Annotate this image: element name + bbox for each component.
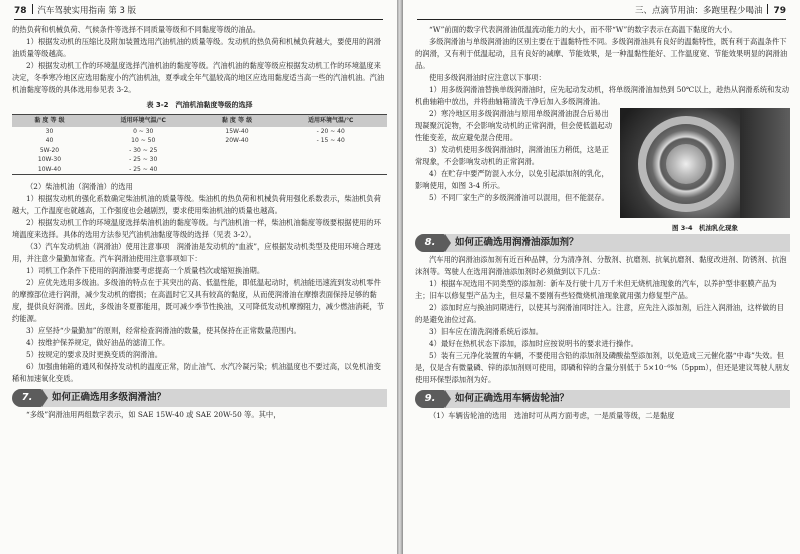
left-page [0, 0, 397, 554]
paragraph: 1）用多级润滑油替换单级润滑油时，应先起动发动机，将单级润滑油加热到 50℃以上，趁热从润滑系统和发动机曲轴箱中放出，并将曲轴箱清洗干净后加入多级润滑油。 [415, 85, 790, 106]
section-title: 如何正确选用多级润滑油？ [52, 392, 167, 404]
table-cell [274, 146, 387, 155]
oil-emulsification-photo [620, 108, 790, 218]
paragraph: 汽车用的润滑油添加剂有近百种品牌，分为清净剂、分散剂、抗磨剂、抗氧抗磨剂、黏度改进剂、防锈剂、抗泡沫剂等。驾驶人在选用润滑油添加剂时必须做到以下几点： [415, 255, 787, 276]
left-page-header [14, 4, 383, 20]
paragraph: 多级润滑油与单级润滑油的区别主要在于温黏特性不同。多级润滑油具有良好的温黏特性，既有利于高温条件下的润滑，又有利于低温起动，且有良好的减摩、节能效果，是一种温黏性能好、工作温度宽、节能效果明显的润滑油品。 [415, 37, 788, 70]
table-cell: - 30 ~ 25 [129, 146, 158, 154]
table-cell: 30 [45, 128, 54, 135]
paragraph: （1）车辆齿轮油的选用 选油时可从两方面考虑，一是质量等级，二是黏度 [429, 411, 675, 420]
right-page-number: 79 [773, 6, 786, 16]
section-title: 如何正确选用车辆齿轮油？ [455, 393, 570, 404]
table-cell: 10W-40 [12, 165, 87, 175]
paragraph: 1）根据发动机的压缩比及附加装置选用汽油机油的质量等级。发动机的热负荷和机械负荷越大，要使用的润滑油质量等级越高。 [12, 37, 381, 58]
section-number-badge: 7. [12, 389, 42, 407]
paragraph: 2）根据发动机工作的环境温度选择柴油机油的黏度等级。与汽油机油一样，柴油机油黏度等级要根据使用的环境温度来选择。具体的选用方法参见汽油机油黏度等级的选择（见表 3-2）。 [12, 218, 381, 240]
table-header: 黏 度 等 级 [12, 115, 87, 128]
paragraph: （3）汽车发动机油（润滑油）使用注意事项 润滑油是发动机的“血液”，应根据发动机类型及使用环境合理选用，并注意少量勤加常查。汽车润滑油使用注意事项如下： [12, 242, 382, 264]
viscosity-table [12, 114, 387, 175]
paragraph: “多级”润滑油用两组数字表示，如 SAE 15W-40 或 SAE 20W-50 等。其中， [26, 410, 281, 420]
paragraph: 2）寒冷地区用多级润滑油与原用单级润滑油混合后易出现凝聚沉淀物，不会影响发动机的正常润滑，但会使低温起动性能变差，故应避免混合使用。 [415, 109, 613, 142]
table-cell: 40 [45, 137, 54, 145]
paragraph: 使用多级润滑油时应注意以下事项： [429, 73, 546, 82]
paragraph: 1）根据车况选用不同类型的添加剂：新车及行驶十几万千米但无烧机油现象的汽车，以养护型非驱膜产品为主；旧车以修复型产品为主，但尽量不要刚有些轻微烧机油现象就用强力修复型产品。 [415, 279, 777, 300]
paragraph: 2）添加时应与换油同期进行，以使其与润滑油同时注入。注意，应先注入添加剂，后注入润滑油，这样做的目的是避免油位过高。 [415, 303, 784, 324]
right-page [403, 0, 800, 554]
paragraph: 3）旧车应在清洗润滑系统后添加。 [429, 327, 544, 336]
paragraph: 2）根据发动机工作的环境温度选择汽油机油的黏度等级。汽油机油的黏度等级应根据发动机工作的环境温度来决定，冬季寒冷地区应选用黏度小的汽油机油，夏季或全年气温较高的地区应选用黏度适当高一些的汽油机油。汽油机油黏度等级的具体选用参见表 3-2。 [12, 61, 385, 94]
section-title: 如何正确选用润滑油添加剂？ [455, 237, 579, 248]
table-row [12, 127, 387, 136]
right-page-header [417, 4, 786, 20]
paragraph: 1）根据发动机的强化系数确定柴油机油的质量等级。柴油机的热负荷和机械负荷用强化系数表示，柴油机负荷越大，工作温度也就越高，工作强度也会越剧烈，要求使用柴油机油的质量也越高。 [12, 194, 381, 216]
table-row [12, 155, 387, 164]
paragraph: 5）装有三元净化装置的车辆，不要使用含铅的添加剂及磷酸盐型添加剂，以免造成三元催化器“中毒”失效。但是，仅是含有微量磷、锌的添加剂则可使用，即磷和锌的含量分别低于 5×10⁻⁶%（5ppm），但还是建议驾驶人朋友使用环保型添加剂为好。 [415, 351, 790, 384]
paragraph: 4）在贮存中要严防混入水分，以免引起添加剂的乳化，影响使用，如图 3-4 所示。 [415, 169, 609, 190]
table-cell: - 25 ~ 30 [129, 156, 158, 164]
table-row [12, 136, 387, 145]
paragraph: 4）最好在热机状态下添加，添加时应按说明书的要求进行操作。 [429, 339, 638, 348]
table-cell [199, 155, 274, 164]
table-row [12, 165, 387, 175]
section-number-badge: 9. [415, 390, 445, 408]
table-cell: 15W-40 [225, 128, 249, 135]
section-heading-8 [421, 234, 790, 252]
table-cell: 20W-40 [225, 137, 249, 145]
paragraph: （2）柴油机油（润滑油）的选用 [26, 182, 133, 192]
section-heading-9 [421, 390, 790, 408]
left-page-number: 78 [14, 6, 27, 16]
table-cell: - 25 ~ 40 [87, 165, 200, 175]
table-cell: 5W-20 [39, 146, 60, 154]
left-page-body [12, 24, 387, 421]
table-cell [274, 155, 387, 164]
paragraph: 2）应优先选用多级油。多级油的特点在于其突出的高、低温性能，即低温起动时，机油能迅速流到发动机零件的摩擦部位进行润滑，减少发动机的磨损；在高温时它又具有较高的黏度，从而使润滑油在摩擦表面保持足够的黏度，提供良好润滑。因此，多级油冬夏都能用，既可减少季节性换油，又可降低发动机摩擦阻力，减少燃油消耗，节约能源。 [12, 278, 385, 324]
table-cell: - 20 ~ 40 [316, 128, 345, 135]
table-header: 适用环境气温/℃ [274, 115, 387, 128]
table-header: 适用环境气温/℃ [87, 115, 200, 128]
table-row [12, 146, 387, 155]
right-page-body [415, 24, 790, 422]
table-cell [199, 146, 274, 155]
book-title: 汽车驾驶实用指南 [37, 6, 106, 16]
table-cell [199, 165, 274, 175]
paragraph: 的热负荷和机械负荷、气候条件等选择不同质量等级和不同黏度等级的油品。 [12, 25, 261, 34]
table-header: 黏 度 等 级 [199, 115, 274, 128]
paragraph: 5）按规定的要求及时更换变质的润滑油。 [26, 350, 162, 360]
table-cell: 10W-30 [37, 156, 62, 164]
book-edition: 第 3 版 [108, 6, 137, 16]
chapter-title: 三、点滴节用油：多跑里程少喝油 [634, 6, 763, 16]
table-cell: - 15 ~ 40 [316, 137, 345, 145]
paragraph: 4）按维护保养规定，做好油品的滤清工作。 [26, 338, 170, 348]
paragraph: 6）加强曲轴箱的通风和保持发动机的温度正常，防止油气、水汽冷凝污染；机油温度也不要过高，以免机油变稀和加速氧化变质。 [12, 362, 381, 384]
figure-caption: 图 3-4 机油乳化现象 [671, 224, 738, 232]
table-cell [274, 165, 387, 175]
table-caption: 表 3-2 汽油机油黏度等级的选择 [146, 101, 253, 109]
table-cell: 0 ~ 30 [133, 128, 154, 135]
figure-3-4 [620, 108, 790, 234]
paragraph: 3）应坚持“少量勤加”的原则，经常检查润滑油的数量，使其保持在正常数量范围内。 [26, 326, 301, 336]
section-number-badge: 8. [415, 234, 445, 252]
paragraph: 3）发动机使用多级润滑油时，润滑油压力稍低，这是正常现象，不会影响发动机的正常润滑。 [415, 145, 609, 166]
paragraph: 5）不同厂家生产的多级润滑油可以混用，但不能混存。 [429, 193, 609, 202]
paragraph: “W”前面的数字代表润滑油低温流动能力的大小，而不带“W”的数字表示在高温下黏度的大小。 [429, 25, 737, 34]
section-heading-7 [18, 389, 387, 407]
table-cell: 10 ~ 50 [131, 137, 156, 145]
paragraph: 1）司机工作条件下使用的润滑油要考虑提高一个质量档次或缩短换油期。 [26, 266, 265, 276]
